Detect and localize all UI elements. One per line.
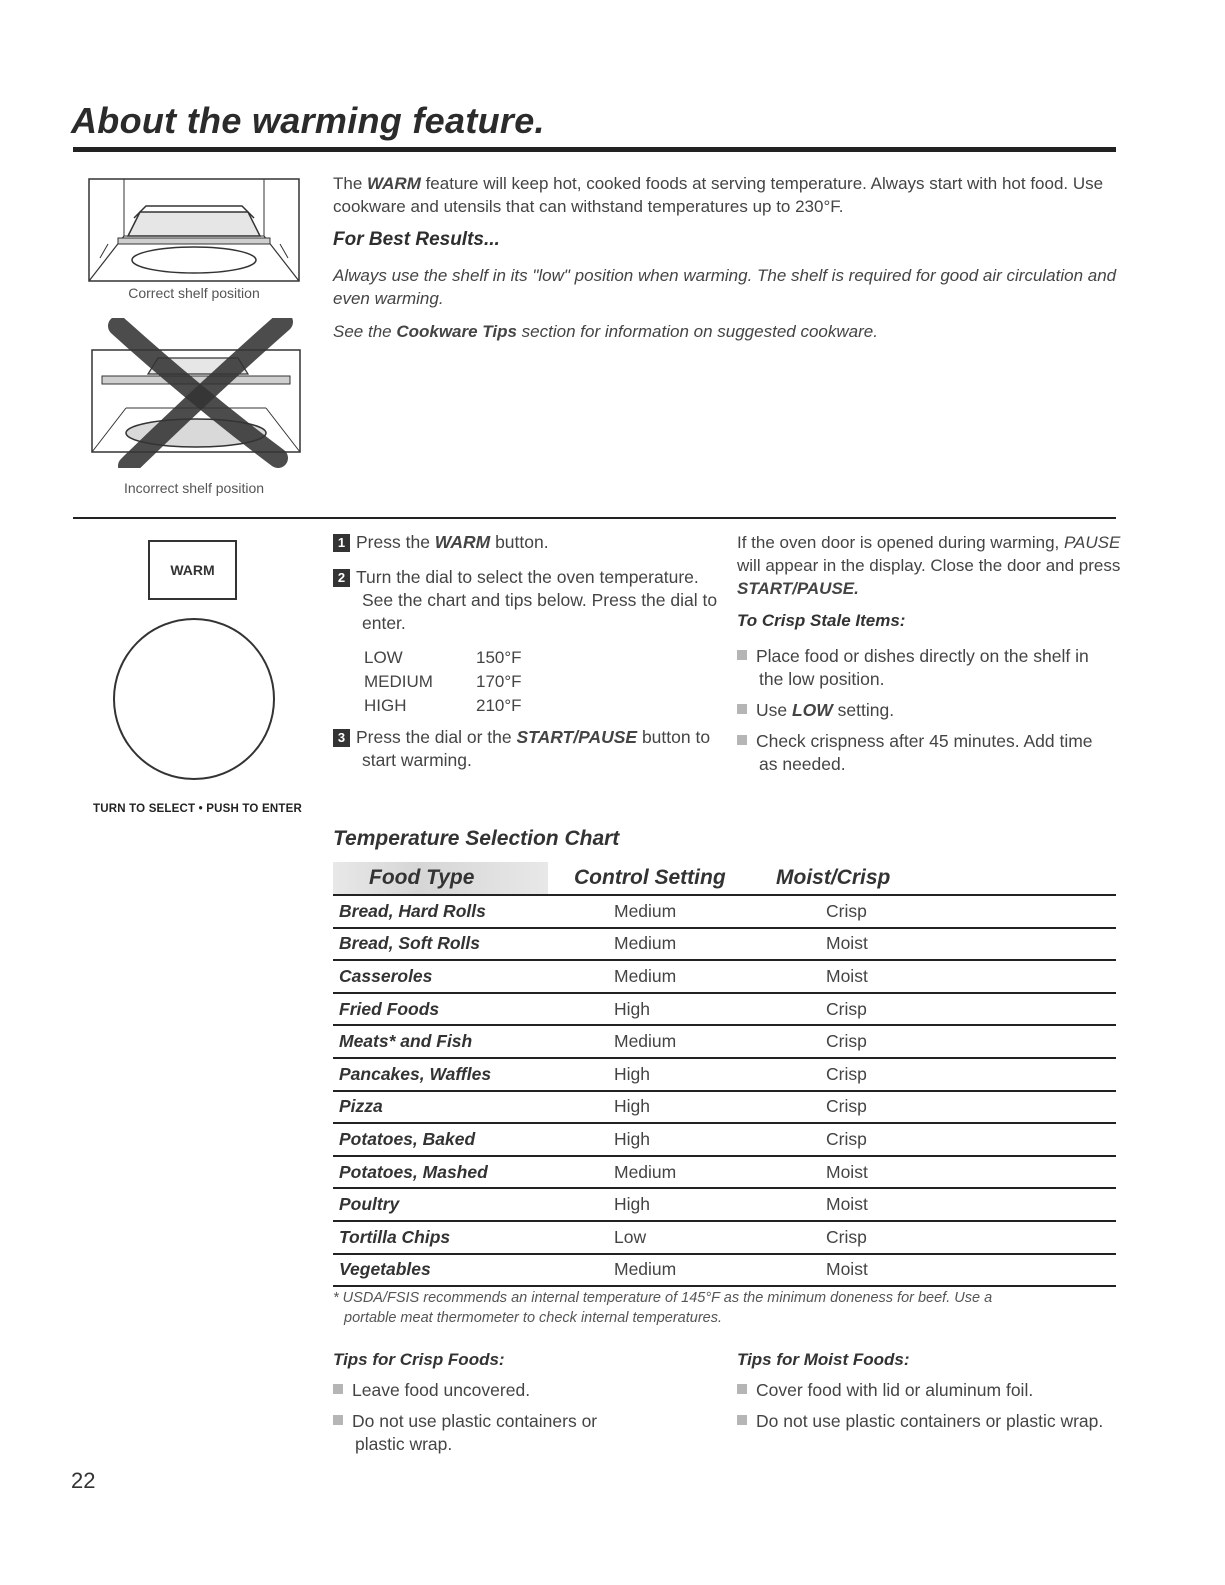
control-setting-cell: Medium	[548, 895, 776, 928]
bullet-icon	[737, 704, 747, 714]
intro-text: feature will keep hot, cooked foods at serving temperature. Always start with hot food. Use cookware and utensils that can withstand temperatures up to 230°F.	[333, 174, 1104, 216]
food-type-cell: Meats* and Fish	[333, 1025, 548, 1058]
page-number: 22	[71, 1468, 96, 1493]
control-setting-cell: High	[548, 1058, 776, 1091]
temp-row	[364, 695, 562, 717]
chart-heading: Temperature Selection Chart	[333, 827, 620, 850]
moist-crisp-cell: Crisp	[776, 993, 1116, 1026]
table-row	[333, 993, 1116, 1026]
food-type-cell: Bread, Hard Rolls	[333, 895, 548, 928]
control-setting-cell: Medium	[548, 928, 776, 961]
step-number-1: 1	[333, 534, 350, 552]
food-type-cell: Potatoes, Baked	[333, 1123, 548, 1156]
temp-row	[364, 647, 562, 669]
section-divider	[73, 517, 1116, 519]
item-text: Do not use plastic containers or plastic wrap.	[756, 1411, 1104, 1431]
item-text: Leave food uncovered.	[352, 1380, 531, 1400]
control-setting-cell: Low	[548, 1221, 776, 1254]
control-setting-cell: Medium	[548, 1156, 776, 1189]
control-setting-cell: High	[548, 1091, 776, 1124]
step-text: button to	[637, 727, 711, 747]
table-row	[333, 1188, 1116, 1221]
food-type-cell: Fried Foods	[333, 993, 548, 1026]
best-results-heading: For Best Results...	[333, 229, 500, 250]
table-row	[333, 1091, 1116, 1124]
food-type-cell: Poultry	[333, 1188, 548, 1221]
footnote-line: portable meat thermometer to check internal temperatures.	[344, 1310, 722, 1326]
control-setting-cell: Medium	[548, 960, 776, 993]
moist-crisp-cell: Crisp	[776, 1025, 1116, 1058]
temp-value: 170°F	[476, 672, 522, 691]
table-row	[333, 960, 1116, 993]
moist-crisp-cell: Moist	[776, 960, 1116, 993]
dial-caption: TURN TO SELECT • PUSH TO ENTER	[93, 803, 302, 815]
column-header-moist-crisp: Moist/Crisp	[776, 862, 1116, 895]
step-text-continued: See the chart and tips below. Press the dial to enter.	[362, 590, 718, 633]
bullet-icon	[737, 1415, 747, 1425]
moist-crisp-cell: Crisp	[776, 1091, 1116, 1124]
temp-value: 150°F	[476, 648, 522, 667]
step-emphasis: START/PAUSE	[516, 727, 638, 747]
item-text: Place food or dishes directly on the shelf in	[756, 646, 1089, 666]
moist-crisp-cell: Moist	[776, 1188, 1116, 1221]
step-text: Press the	[356, 532, 435, 552]
food-type-cell: Casseroles	[333, 960, 548, 993]
table-row	[333, 1025, 1116, 1058]
step-text-continued: start warming.	[362, 750, 472, 770]
note-text: See the	[333, 322, 397, 341]
bullet-icon	[737, 1384, 747, 1394]
column-header-control-setting: Control Setting	[548, 862, 776, 895]
step-3	[333, 726, 728, 772]
step-text: button.	[490, 532, 549, 552]
tips-crisp-item	[333, 1410, 723, 1456]
control-setting-cell: High	[548, 993, 776, 1026]
table-row	[333, 928, 1116, 961]
note-text: If the oven door is opened during warming,	[737, 533, 1064, 552]
item-text: Cover food with lid or aluminum foil.	[756, 1380, 1034, 1400]
control-setting-cell: Medium	[548, 1254, 776, 1287]
pause-term: PAUSE	[1063, 533, 1121, 552]
item-text: Check crispness after 45 minutes. Add time	[756, 731, 1093, 751]
temp-level: MEDIUM	[364, 672, 433, 691]
bullet-icon	[333, 1384, 343, 1394]
warm-temperature-list	[362, 645, 564, 719]
tips-moist-heading: Tips for Moist Foods:	[737, 1350, 910, 1369]
step-emphasis: WARM	[434, 532, 491, 552]
bullet-icon	[737, 650, 747, 660]
page-title: About the warming feature.	[71, 100, 545, 141]
crisp-stale-item	[737, 645, 1122, 691]
table-header-row	[333, 862, 1116, 895]
step-number-2: 2	[333, 569, 350, 587]
step-2	[333, 566, 728, 635]
food-type-cell: Pancakes, Waffles	[333, 1058, 548, 1091]
warm-term: WARM	[367, 174, 421, 193]
correct-shelf-caption: Correct shelf position	[128, 285, 260, 301]
step-number-3: 3	[333, 729, 350, 747]
incorrect-shelf-illustration	[88, 318, 304, 468]
warm-button-illustration: WARM	[148, 540, 237, 600]
bullet-icon	[737, 735, 747, 745]
control-setting-cell: Medium	[548, 1025, 776, 1058]
control-setting-cell: High	[548, 1188, 776, 1221]
item-text-continued: plastic wrap.	[355, 1434, 453, 1454]
item-text: Do not use plastic containers or	[352, 1411, 598, 1431]
note-text: will appear in the display. Close the door and press	[737, 556, 1121, 575]
table-row	[333, 1221, 1116, 1254]
door-open-note	[737, 531, 1122, 600]
moist-crisp-cell: Crisp	[776, 1123, 1116, 1156]
table-row	[333, 1156, 1116, 1189]
tips-crisp-item	[333, 1379, 723, 1402]
table-row	[333, 1058, 1116, 1091]
correct-shelf-illustration	[88, 178, 300, 282]
food-type-cell: Bread, Soft Rolls	[333, 928, 548, 961]
food-type-cell: Vegetables	[333, 1254, 548, 1287]
start-pause-term: START/PAUSE.	[737, 579, 859, 598]
note-text: section for information on suggested cookware.	[516, 322, 878, 341]
food-type-cell: Pizza	[333, 1091, 548, 1124]
low-term: LOW	[791, 700, 833, 720]
column-header-food-type: Food Type	[333, 862, 548, 895]
control-setting-cell: High	[548, 1123, 776, 1156]
cookware-tips-link: Cookware Tips	[396, 322, 517, 341]
temperature-selection-table	[333, 862, 1116, 1287]
tips-moist-item	[737, 1379, 1122, 1402]
tips-crisp-heading: Tips for Crisp Foods:	[333, 1350, 505, 1369]
intro-text: The	[333, 174, 368, 193]
step-text: Turn the dial to select the oven temperature.	[356, 567, 699, 587]
moist-crisp-cell: Moist	[776, 1156, 1116, 1189]
footnote-line: * USDA/FSIS recommends an internal temperature of 145°F as the minimum doneness for beef. Use a	[333, 1290, 993, 1306]
table-row	[333, 895, 1116, 928]
cookware-tips-note	[333, 320, 1118, 343]
tips-moist-item	[737, 1410, 1122, 1433]
item-text: setting.	[832, 700, 895, 720]
moist-crisp-cell: Moist	[776, 1254, 1116, 1287]
table-row	[333, 1254, 1116, 1287]
dial-illustration	[113, 618, 275, 780]
moist-crisp-cell: Crisp	[776, 1221, 1116, 1254]
food-type-cell: Tortilla Chips	[333, 1221, 548, 1254]
temp-level: LOW	[364, 648, 403, 667]
bullet-icon	[333, 1415, 343, 1425]
crisp-stale-item	[737, 730, 1122, 776]
step-1	[333, 531, 728, 554]
crisp-stale-item	[737, 699, 1122, 722]
temp-value: 210°F	[476, 696, 522, 715]
step-text: Press the dial or the	[356, 727, 517, 747]
intro-paragraph	[333, 172, 1118, 218]
crisp-stale-heading: To Crisp Stale Items:	[737, 611, 906, 630]
temp-row	[364, 671, 562, 693]
food-type-cell: Potatoes, Mashed	[333, 1156, 548, 1189]
table-row	[333, 1123, 1116, 1156]
item-text-continued: as needed.	[759, 754, 846, 774]
item-text-continued: the low position.	[759, 669, 885, 689]
chart-footnote	[333, 1288, 1118, 1328]
moist-crisp-cell: Moist	[776, 928, 1116, 961]
best-results-text: Always use the shelf in its "low" position when warming. The shelf is required for good air circulation and even warming.	[333, 266, 1117, 308]
temp-level: HIGH	[364, 696, 407, 715]
incorrect-shelf-caption: Incorrect shelf position	[123, 480, 265, 496]
moist-crisp-cell: Crisp	[776, 895, 1116, 928]
moist-crisp-cell: Crisp	[776, 1058, 1116, 1091]
title-divider	[73, 147, 1116, 152]
item-text: Use	[756, 700, 792, 720]
